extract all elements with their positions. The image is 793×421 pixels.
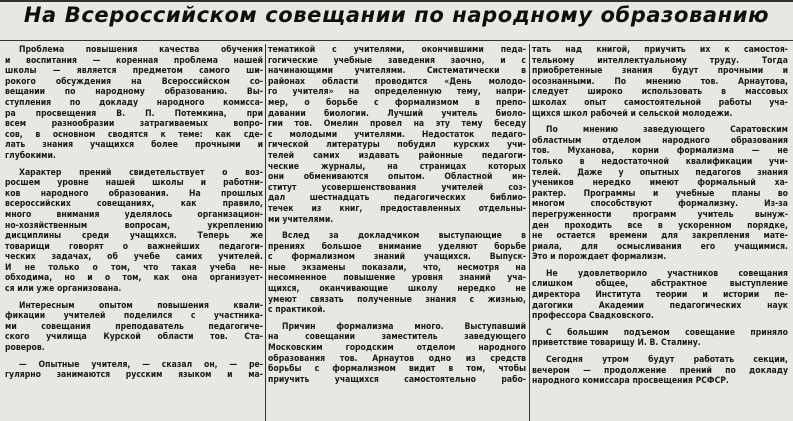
article-line: тельному интеллектуальному труду. Тогда <box>532 55 788 66</box>
article-line: образования тов. Арнаутов одно из средств <box>268 353 526 364</box>
article-line: рактер. Программы и учебные планы во <box>532 188 788 199</box>
article-line: тематикой с учителями, окончившими педа- <box>268 45 526 55</box>
article-line: С большим подъемом совещание приняло <box>546 327 788 338</box>
article-line: обходима, но и о том, как она организует- <box>5 273 263 284</box>
article-line: И не только о том, что такая учеба не- <box>5 262 263 273</box>
article-line: товарищи говорят о важнейших педагоги- <box>5 241 263 252</box>
column-divider-2 <box>529 44 530 421</box>
article-line: го учителя» на определенную тему, напри- <box>268 87 526 98</box>
article-line: профессора Свадковского. <box>532 311 654 322</box>
article-line: борьбы с формализмом видит в том, чтобы <box>268 364 526 375</box>
article-line: — Опытные учителя, — сказал он, — ре- <box>19 359 263 370</box>
article-line: тов. Муханова, корни формализма — не <box>532 146 788 157</box>
article-line: лать знания учащихся более прочными и <box>5 140 263 151</box>
article-line: с практикой. <box>268 305 326 316</box>
article-line: сов, в основном сводятся к теме: как сде- <box>5 129 263 140</box>
article-line: перегруженности программ учитель вынуж- <box>532 209 788 220</box>
article-line: телей. Даже у опытных педагогов знания <box>532 167 788 178</box>
article-line: несомненное повышение уровня знаний уча- <box>268 273 526 284</box>
article-line: гогические учебные заведения заочно, и с <box>268 55 526 66</box>
article-line: следует широко использовать в массовых <box>532 87 788 98</box>
article-line: Это и порождает формализм. <box>532 252 667 263</box>
column-divider-1 <box>265 44 266 421</box>
article-line: мер, о борьбе с формализмом в препо- <box>268 97 526 108</box>
article-line: осознанными. По мнению тов. Арнаутова, <box>532 76 788 87</box>
article-line: приветствие товарищу И. В. Сталину. <box>532 338 701 349</box>
article-line: районах области проводится «День молодо- <box>268 76 526 87</box>
article-line: Московским городским отделом народного <box>268 343 526 354</box>
article-line: ческих задачах, об учебе самих учителей. <box>5 252 263 263</box>
article-line: ского училища Курской области тов. Ста- <box>5 332 263 343</box>
article-line: ден проходить все в ускоренном порядке, <box>532 220 788 231</box>
article-line: слишком общее, абстрактное выступление <box>532 279 788 290</box>
article-line: рокого обсуждения на Всероссийском со- <box>5 76 263 87</box>
article-line: гии тов. Омелин провел на эту тему беседу <box>268 119 526 130</box>
article-line: вечером — продолжение прений по докладу <box>532 365 788 376</box>
headline: На Всероссийском совещании по народному образованию <box>23 3 770 27</box>
article-line: По мнению заведующего Саратовским <box>546 125 788 136</box>
headline-rule <box>0 40 793 41</box>
article-line: с формализмом знаний учащихся. Выпуск- <box>268 252 526 263</box>
article-line: ра просвещения В. П. Потемкина, при <box>5 108 263 119</box>
article-line: вещании по народному образованию. Вы- <box>5 87 263 98</box>
article-line: областным отделом народного образования <box>532 135 788 146</box>
article-column-2 <box>268 45 526 421</box>
article-line: школах опыт самостоятельной работы уча- <box>532 97 788 108</box>
article-line: не остается времени для закрепления мате- <box>532 231 788 242</box>
top-rule <box>0 0 793 2</box>
article-line: с молодыми учителями. Недостаток педаго- <box>268 129 526 140</box>
article-line: умеют связать полученные знания с жизнью, <box>268 294 526 305</box>
article-line: гулярно занимаются русским языком и ма- <box>5 370 263 381</box>
article-line: дагогики Академии педагогических наук <box>532 300 788 311</box>
article-line: ми совещания преподаватель педагогиче- <box>5 321 263 332</box>
article-line: и воспитания — коренная проблема нашей <box>5 55 263 66</box>
article-line: дисциплины среди учащихся. Теперь же <box>5 231 263 242</box>
article-line: дал шестнадцать педагогических библио- <box>268 193 526 204</box>
article-line: глубокими. <box>5 150 56 161</box>
article-line: приучить учащихся самостоятельно рабо- <box>268 374 526 385</box>
article-line: прениях большое внимание уделяют борьбе <box>268 241 526 252</box>
article-column-3 <box>532 45 788 421</box>
article-line: ные экзамены показали, что, несмотря на <box>268 262 526 273</box>
article-line: ческие журналы, на страницах которых <box>268 161 526 172</box>
article-line: ков народного образования. На прошлых <box>5 188 263 199</box>
article-line: Причин формализма много. Выступавший <box>282 321 526 332</box>
article-line: всероссийских совещаниях, как правило, <box>5 199 263 210</box>
article-line: течек из книг, предоставленных отдельны- <box>268 203 526 214</box>
article-line: ся или уже организована. <box>5 284 122 295</box>
article-line: на совещании заместитель заведующего <box>268 332 526 343</box>
article-line: школы — является предметом самого ши- <box>5 66 263 77</box>
article-line: риала, для осмысливания его учащимися. <box>532 241 788 252</box>
article-line: ми учителями. <box>268 214 334 225</box>
article-line: фикации учителей поделился с участника- <box>5 311 263 322</box>
article-line: щихся школ рабочей и сельской молодежи. <box>532 108 733 119</box>
article-line: всем разнообразии затрагиваемых вопро- <box>5 119 263 130</box>
article-line: они обмениваются опытом. Областной ин- <box>268 172 526 183</box>
article-line: Сегодня утром будут работать секции, <box>546 355 788 366</box>
article-line: Не удовлетворило участников совещания <box>546 268 788 279</box>
article-line: начинающими учителями. Систематически в <box>268 66 526 77</box>
article-line: много внимания уделялось организацион- <box>5 209 263 220</box>
article-line: росшем уровне нашей школы и работни- <box>5 178 263 189</box>
article-line: Характер прений свидетельствует о воз- <box>19 167 263 178</box>
article-line: ститут усовершенствования учителей соз- <box>268 182 526 193</box>
article-line: приобретенные знания будут прочными и <box>532 66 788 77</box>
article-line: многом способствуют формализму. Из-за <box>532 199 788 210</box>
article-line: учеников нередко имеют формальный ха- <box>532 178 788 189</box>
article-line: народного комиссара просвещения РСФСР. <box>532 376 729 387</box>
article-line: ступления по докладу народного комисса- <box>5 97 263 108</box>
article-line: щихся, оканчивающие школу нередко не <box>268 284 526 295</box>
article-line: тать над книгой, приучить их к самостоя- <box>532 45 788 55</box>
article-line: но-хозяйственным вопросам, укреплению <box>5 220 263 231</box>
article-line: телей самих издавать районные педагоги- <box>268 150 526 161</box>
article-line: директора Института теории и истории пе- <box>532 290 788 301</box>
article-line: Интересным опытом повышения квали- <box>19 300 263 311</box>
article-column-1 <box>5 45 263 421</box>
article-line: роверов. <box>5 343 45 354</box>
article-line: гической литературы побудил курских учи- <box>268 140 526 151</box>
article-line: только в недостаточной квалификации учи- <box>532 156 788 167</box>
article-line: Вслед за докладчиком выступающие в <box>282 231 526 242</box>
article-line: Проблема повышения качества обучения <box>19 45 263 55</box>
article-line: давании биологии. Лучший учитель биоло- <box>268 108 526 119</box>
